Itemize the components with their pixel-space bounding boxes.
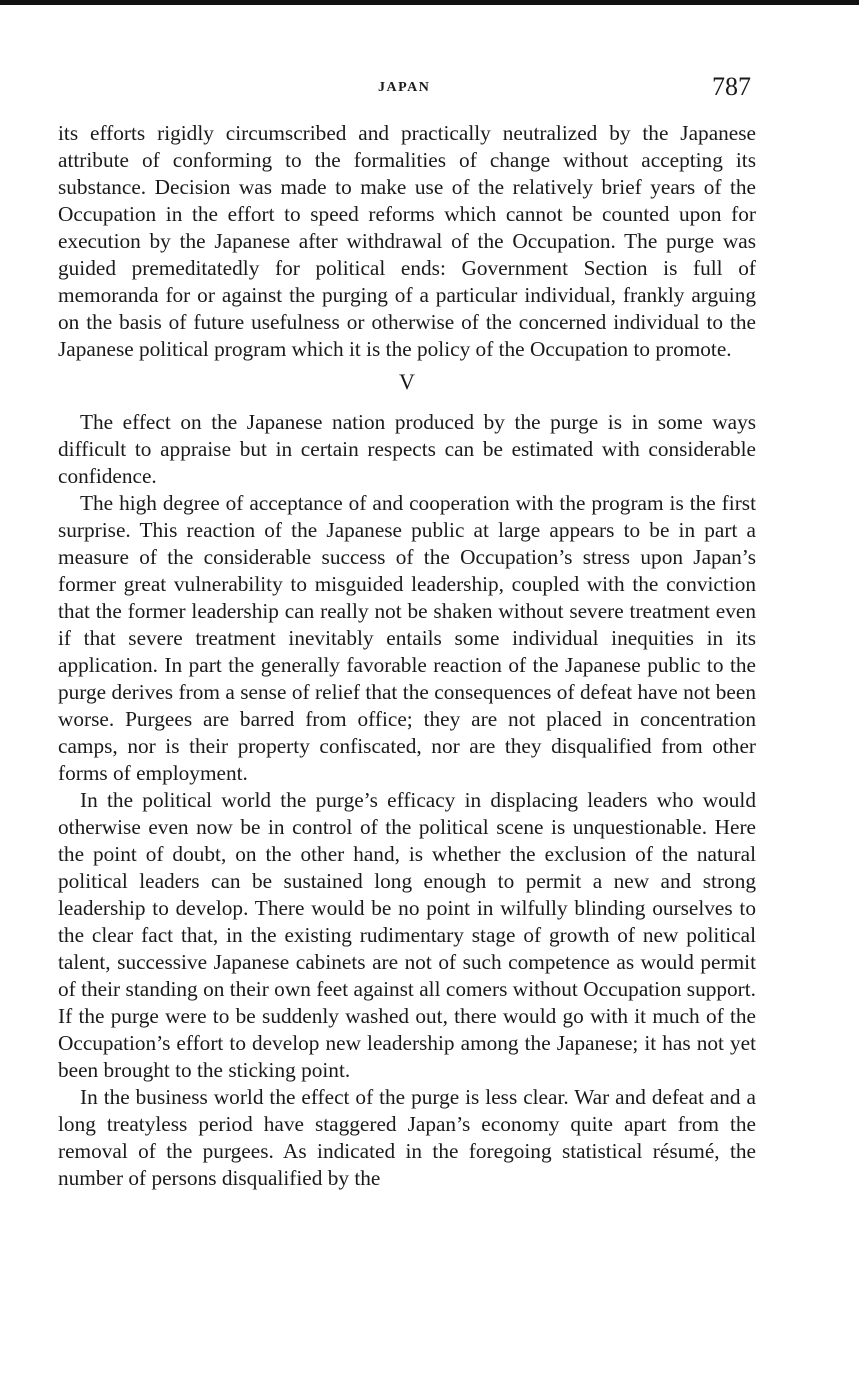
top-border-rule xyxy=(0,0,859,5)
paragraph-continued: its efforts rigidly circumscribed and practically neutralized by the Japanese attribute of conforming to the formalities of change without accepting its substance. Decision was made to make use of the relatively brief years of the Occupation in the effort to speed reforms which cannot be counted upon for execution by the Japanese after withdrawal of the Occupation. The purge was guided premeditatedly for political ends: Government Section is full of memoranda for or against the purging of a particular individual, frankly arguing on the basis of future usefulness or otherwise of the concerned individual to the Japanese political program which it is the policy of the Occupation to promote. xyxy=(58,121,756,361)
paragraph-political-world: In the political world the purge’s efficacy in displacing leaders who would otherwise even now be in control of the political scene is unquestionable. Here the point of doubt, on the other hand, is whether the exclusion of the natural political leaders can be sustained long enough to permit a new and strong leadership to develop. There would be no point in wilfully blinding ourselves to the clear fact that, in the existing rudimentary stage of growth of new political talent, successive Japanese cabinets are not of such competence as would permit of their standing on their own feet against all comers without Occupation support. If the purge were to be suddenly washed out, there would go with it much of the Occupation’s effort to develop new leadership among the Japanese; it has not yet been brought to the sticking point. xyxy=(58,788,756,1082)
paragraph-business-world: In the business world the effect of the purge is less clear. War and defeat and a long treatyless period have staggered Japan’s economy quite apart from the removal of the purgees. As indicated in the foregoing statistical résumé, the number of persons disqualified by the xyxy=(58,1085,756,1190)
running-head xyxy=(0,72,859,102)
running-title: JAPAN xyxy=(378,80,431,95)
paragraph-effect-on-nation: The effect on the Japanese nation produced by the purge is in some ways difficult to appraise but in certain respects can be estimated with considerable confidence. xyxy=(58,410,756,488)
page-number: 787 xyxy=(712,72,751,101)
paragraph-acceptance: The high degree of acceptance of and cooperation with the program is the first surprise. This reaction of the Japanese public at large appears to be in part a measure of the considerable success of the Occupation’s stress upon Japan’s former great vulnerability to misguided leadership, coupled with the conviction that the former leadership can really not be shaken without severe treatment even if that severe treatment inevitably entails some individual inequities in its application. In part the generally favorable reaction of the Japanese public to the purge derives from a sense of relief that the consequences of defeat have not been worse. Purgees are barred from office; they are not placed in concentration camps, nor is their property confiscated, nor are they disqualified from other forms of employment. xyxy=(58,491,756,785)
section-heading-numeral: V xyxy=(399,369,415,394)
body-text xyxy=(58,120,756,1192)
